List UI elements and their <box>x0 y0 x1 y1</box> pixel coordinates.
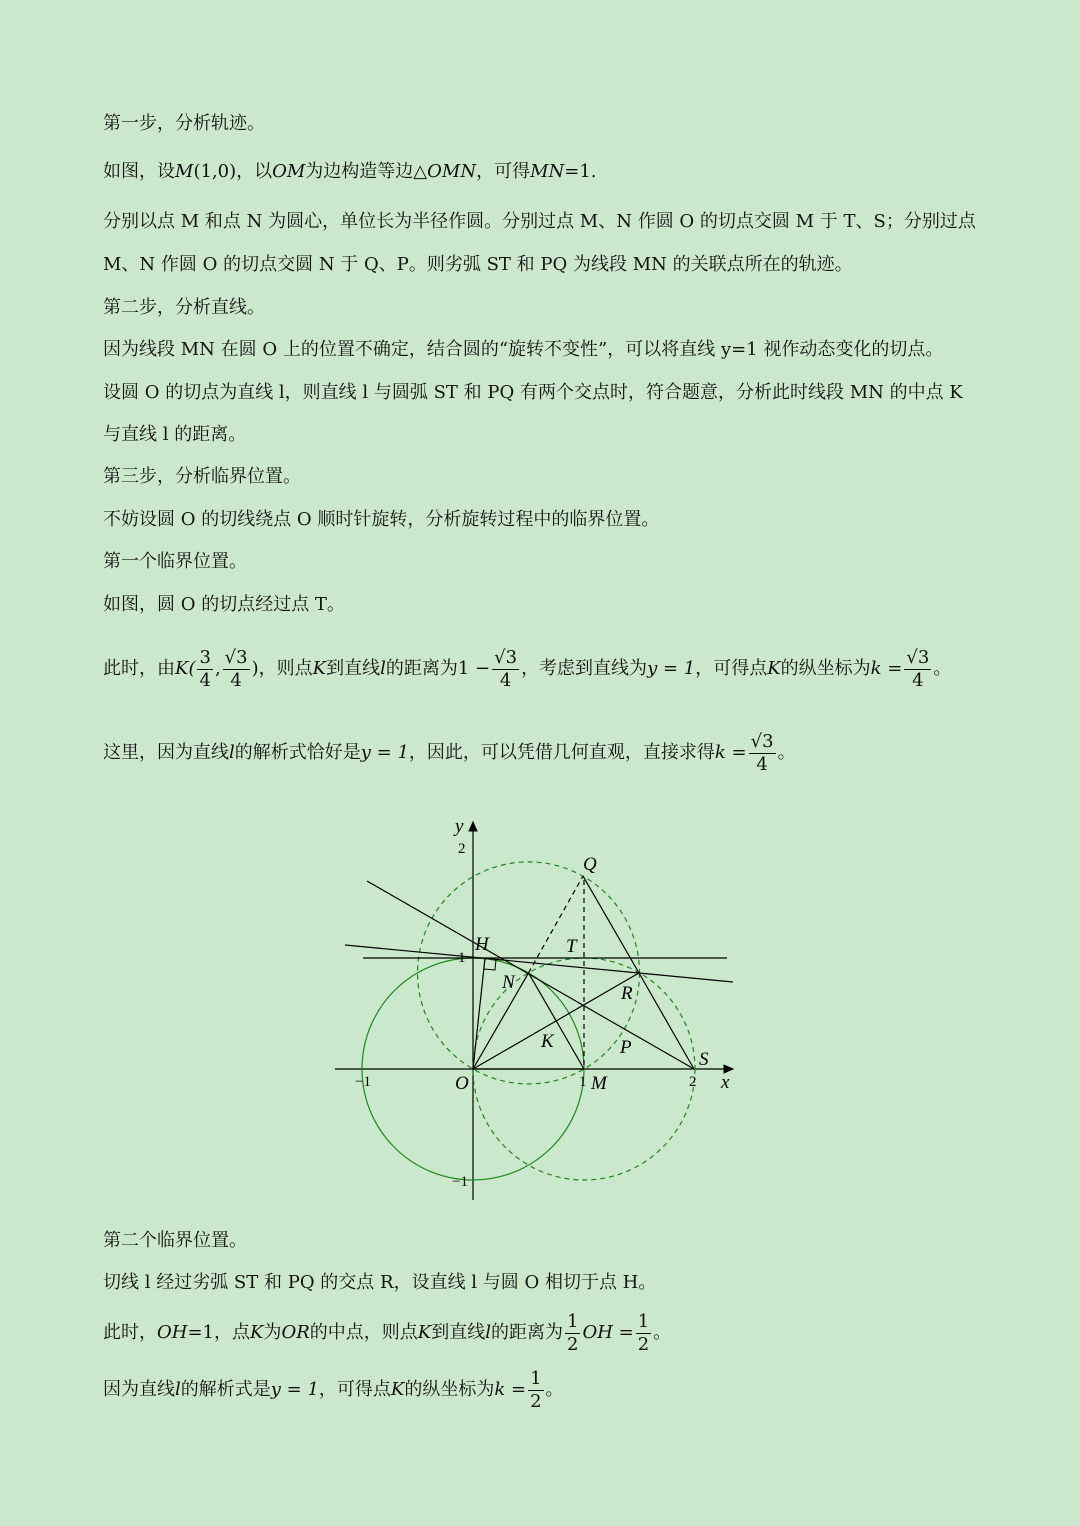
second-critical-heading: 第二个临界位置。 <box>103 1230 247 1251</box>
tick-x-minus1: −1 <box>355 1074 371 1090</box>
tangent-line-H <box>345 945 733 982</box>
step-two-heading: 第二步，分析直线。 <box>103 297 265 318</box>
fraction-sqrt3-4: $\frac{√3}{4}$ <box>750 730 774 775</box>
label-K: K <box>541 1031 554 1052</box>
formula-line-final: 因为直线l的解析式是y = 1，可得点K的纵坐标为k = $\frac{1}{2}$ 。 <box>103 1367 564 1412</box>
fraction-sqrt3-4: $\frac{√3}{4}$ <box>224 646 248 691</box>
label-Q: Q <box>583 854 597 875</box>
first-critical-heading: 第一个临界位置。 <box>103 551 247 572</box>
fraction-1-2: $\frac{1}{2}$ <box>567 1310 579 1355</box>
paragraph-define-M: 如图，设M(1,0)，以OM为边构造等边△OMN，可得MN=1. <box>103 161 597 182</box>
step-one-heading: 第一步，分析轨迹。 <box>103 113 265 134</box>
tick-y-1: 1 <box>458 950 466 966</box>
paragraph-clockwise: 不妨设圆 O 的切线绕点 O 顺时针旋转，分析旋转过程中的临界位置。 <box>103 509 660 530</box>
fraction-1-2: $\frac{1}{2}$ <box>530 1367 542 1412</box>
fraction-1-2: $\frac{1}{2}$ <box>637 1310 650 1355</box>
label-H: H <box>475 934 489 955</box>
label-T: T <box>566 936 577 957</box>
fraction-sqrt3-4: $\frac{√3}{4}$ <box>906 646 930 691</box>
formula-line-OH: 此时，OH=1，点K为OR的中点，则点K到直线l的距离为 $\frac{1}{2}$ OH = $\frac{1}{2}$ 。 <box>103 1310 672 1355</box>
line-through-N <box>367 881 694 1069</box>
tick-y-minus1: −1 <box>452 1174 468 1190</box>
label-S: S <box>699 1049 709 1070</box>
label-y-axis: y <box>455 816 464 837</box>
paragraph-circles-2: M、N 作圆 O 的切点交圆 N 于 Q、P。则劣弧 ST 和 PQ 为线段 MN 的关联点所在的轨迹。 <box>103 254 853 275</box>
paragraph-tangent-2: 与直线 l 的距离。 <box>103 424 247 445</box>
paragraph-through-T: 如图，圆 O 的切点经过点 T。 <box>103 594 345 615</box>
label-N: N <box>502 972 515 993</box>
tick-x-2: 2 <box>689 1074 697 1090</box>
paragraph-tangent-R: 切线 l 经过劣弧 ST 和 PQ 的交点 R，设直线 l 与圆 O 相切于点 H。 <box>103 1272 657 1293</box>
formula-line-K: 此时，由K( $\frac{3}{4}$ , $\frac{√3}{4}$ )，则点K到直线l的距离为1 − $\frac{√3}{4}$ ，考虑到直线为y = 1，可得点K的纵坐标为k = $\frac{√3}{4}$ 。 <box>103 646 952 691</box>
label-x-axis: x <box>721 1072 730 1093</box>
paragraph-tangent-1: 设圆 O 的切点为直线 l，则直线 l 与圆弧 ST 和 PQ 有两个交点时，符合题意，分析此时线段 MN 的中点 K <box>103 382 963 403</box>
label-M: M <box>591 1073 607 1094</box>
tick-y-2: 2 <box>458 841 466 857</box>
segment-OR <box>473 973 639 1069</box>
fraction-3-4: $\frac{3}{4}$ <box>199 646 211 691</box>
formula-line-intuition: 这里，因为直线l的解析式恰好是y = 1，因此，可以凭借几何直观，直接求得k = $\frac{√3}{4}$ 。 <box>103 730 796 775</box>
segment-RS <box>639 973 694 1069</box>
label-O: O <box>455 1073 469 1094</box>
paragraph-rotation: 因为线段 MN 在圆 O 上的位置不确定，结合圆的“旋转不变性”，可以将直线 y=1 视作动态变化的切点。 <box>103 339 944 360</box>
label-P: P <box>620 1037 632 1058</box>
label-R: R <box>621 983 633 1004</box>
step-three-heading: 第三步，分析临界位置。 <box>103 466 301 487</box>
geometry-figure <box>325 810 755 1210</box>
tick-x-1: 1 <box>579 1074 587 1090</box>
fraction-sqrt3-4: $\frac{√3}{4}$ <box>494 646 518 691</box>
paragraph-circles-1: 分别以点 M 和点 N 为圆心，单位长为半径作圆。分别过点 M、N 作圆 O 的切点交圆 M 于 T、S；分别过点 <box>103 211 976 232</box>
